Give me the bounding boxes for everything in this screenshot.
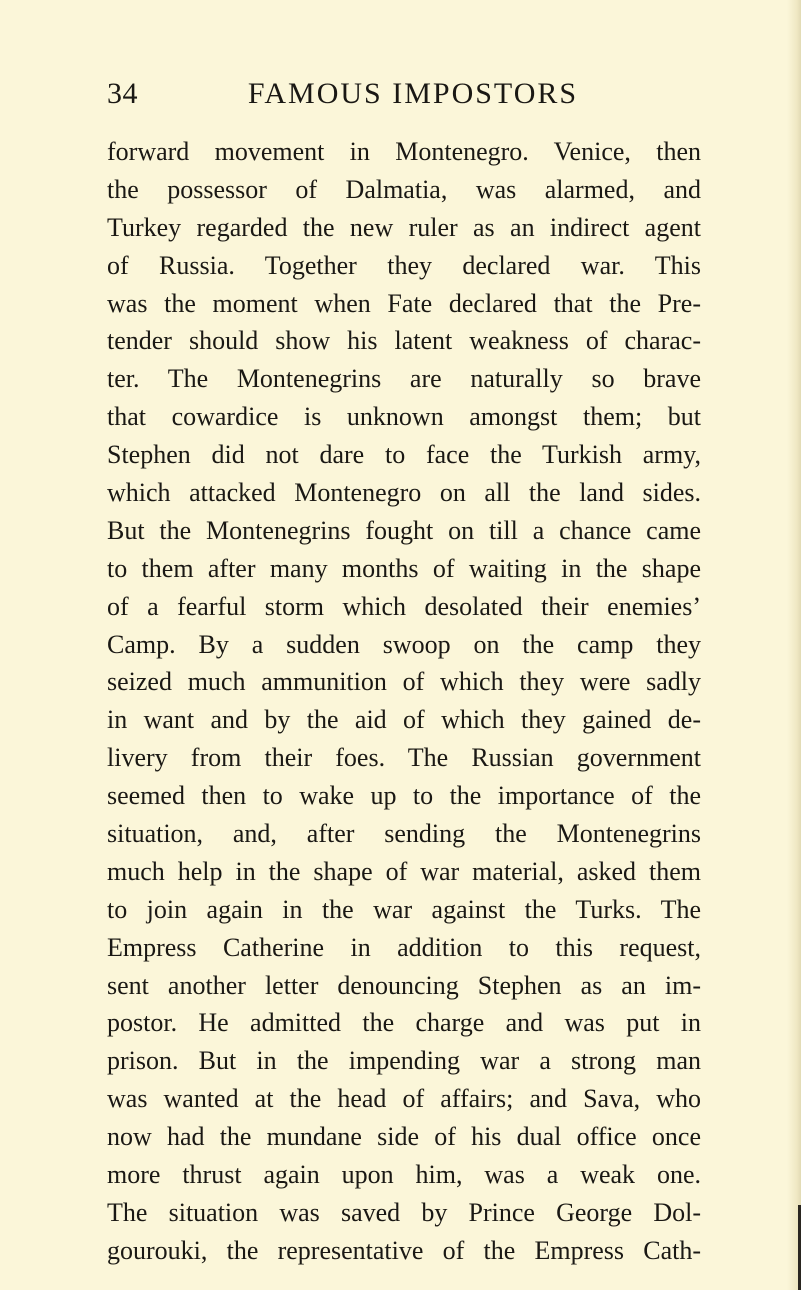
text-line: to them after many months of waiting in the shape (107, 553, 701, 583)
text-line: in want and by the aid of which they gained de- (107, 705, 701, 735)
text-line: Camp. By a sudden swoop on the camp they (107, 629, 701, 659)
text-line: sent another letter denouncing Stephen as an im- (107, 970, 701, 1000)
text-line: Turkey regarded the new ruler as an indirect agent (107, 212, 701, 242)
text-line: Stephen did not dare to face the Turkish army, (107, 440, 701, 470)
text-line: forward movement in Montenegro. Venice, then (107, 137, 701, 166)
text-line: to join again in the war against the Turks. The (107, 894, 701, 924)
text-line: of Russia. Together they declared war. This (107, 250, 701, 280)
text-line: of a fearful storm which desolated their enemies’ (107, 591, 701, 621)
text-line: which attacked Montenegro on all the land sides. (107, 478, 701, 508)
text-line: prison. But in the impending war a strong man (107, 1046, 701, 1076)
text-line: was wanted at the head of affairs; and Sava, who (107, 1084, 701, 1114)
text-line: that cowardice is unknown amongst them; but (107, 402, 701, 432)
text-line: now had the mundane side of his dual office once (107, 1122, 701, 1152)
text-line: much help in the shape of war material, asked them (107, 856, 701, 886)
text-line: ter. The Montenegrins are naturally so brave (107, 364, 701, 394)
text-line: The situation was saved by Prince George Dol- (107, 1197, 701, 1227)
text-line: Empress Catherine in addition to this request, (107, 932, 701, 962)
text-line: seemed then to wake up to the importance of the (107, 781, 701, 811)
text-line: situation, and, after sending the Montenegrins (107, 819, 701, 849)
page-number: 34 (107, 77, 138, 110)
text-line: the possessor of Dalmatia, was alarmed, and (107, 174, 701, 204)
text-line: more thrust again upon him, was a weak one. (107, 1160, 701, 1190)
text-line: seized much ammunition of which they were sadly (107, 667, 701, 697)
text-line: postor. He admitted the charge and was put in (107, 1008, 701, 1038)
text-line: tender should show his latent weakness of charac- (107, 326, 701, 356)
text-line: gourouki, the representative of the Empress Cath- (107, 1235, 701, 1265)
running-head: FAMOUS IMPOSTORS (247, 77, 579, 110)
text-line: livery from their foes. The Russian government (107, 743, 701, 773)
page-header (107, 76, 701, 112)
page-edge-shadow (787, 0, 801, 1290)
body-text (107, 133, 701, 1270)
text-line: was the moment when Fate declared that the Pre- (107, 288, 701, 318)
text-line: But the Montenegrins fought on till a chance came (107, 515, 701, 545)
